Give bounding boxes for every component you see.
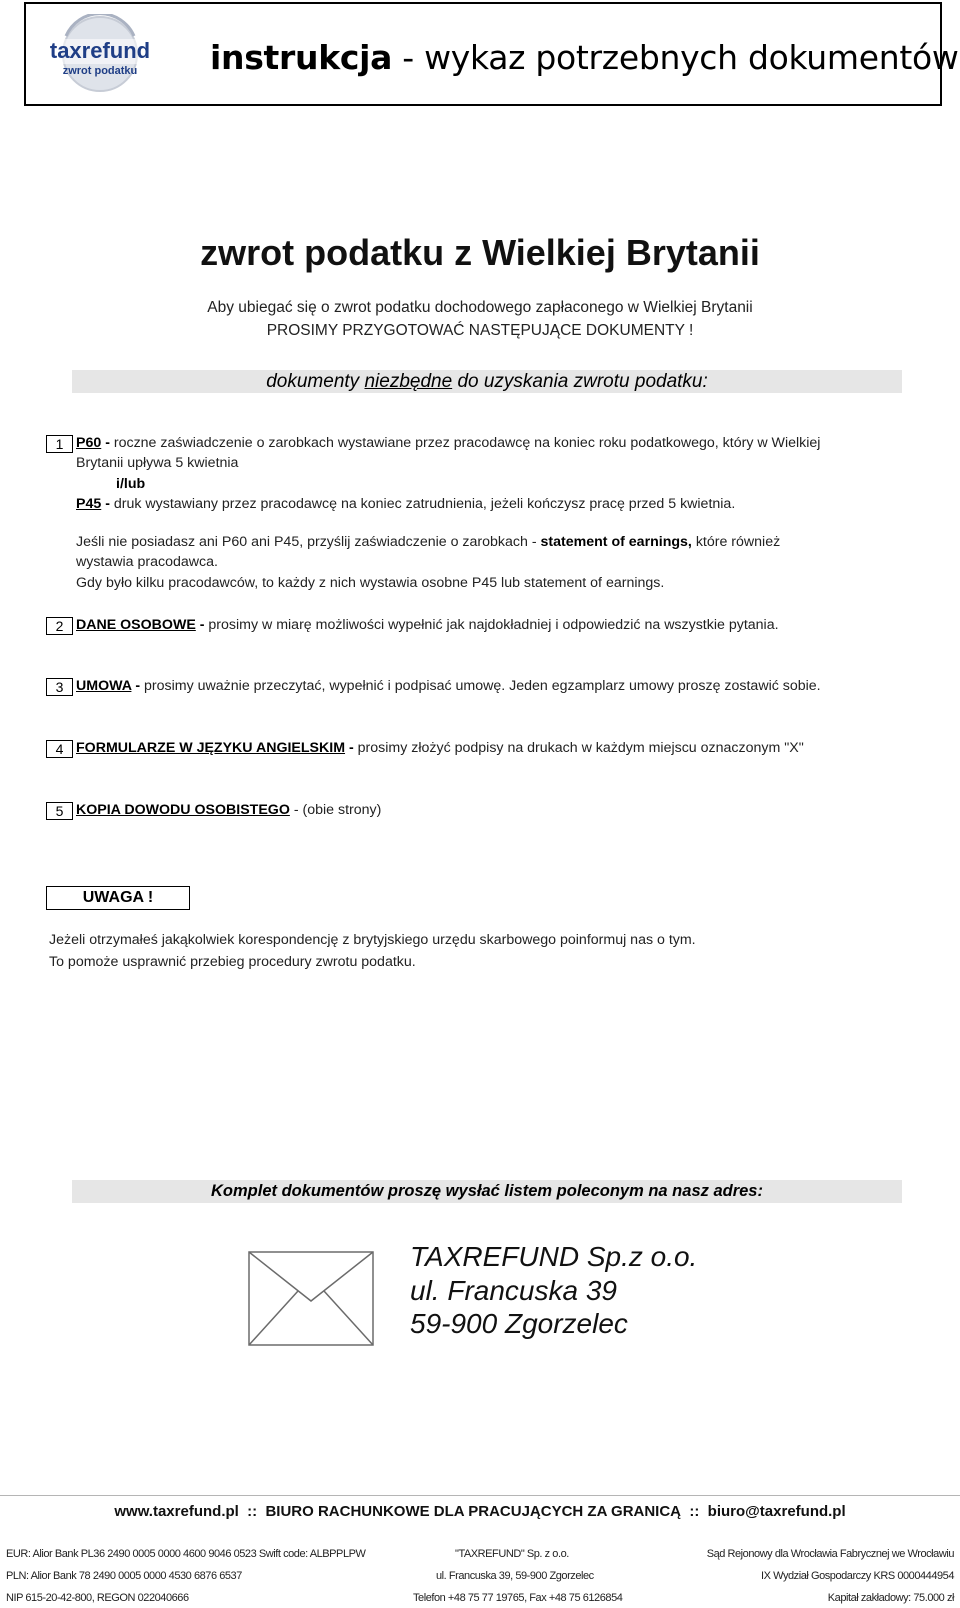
item-number-5: 5: [46, 802, 73, 820]
logo-tagline: zwrot podatku: [62, 65, 138, 77]
address-line-2: ul. Francuska 39: [410, 1275, 617, 1306]
item-2-text: DANE OSOBOWE - prosimy w miarę możliwości wypełnić jak najdokładniej i odpowiedzić na wszystkie pytania.: [76, 617, 779, 633]
item-number-1: 1: [46, 435, 73, 453]
footer-capital: Kapitał zakładowy: 75.000 zł: [827, 1592, 954, 1604]
uwaga-box: UWAGA !: [46, 886, 190, 910]
footer-bank-pln: PLN: Alior Bank 78 2490 0005 0000 4530 6876 6537: [6, 1570, 242, 1582]
uwaga-line-1: Jeżeli otrzymałeś jakąkolwiek korespondencję z brytyjskiego urzędu skarbowego poinformuj nas o tym.: [49, 932, 696, 948]
footer-divider: [0, 1495, 960, 1496]
p45-label: P45: [76, 496, 102, 512]
english-forms-label: FORMULARZE W JĘZYKU ANGIELSKIM: [76, 740, 346, 756]
id-copy-label: KOPIA DOWODU OSOBISTEGO: [76, 802, 290, 818]
footer-phone-fax: Telefon +48 75 77 19765, Fax +48 75 6126854: [413, 1592, 623, 1604]
footer-bank-eur: EUR: Alior Bank PL36 2490 0005 0000 4600 9046 0523 Swift code: ALBPPLPW: [6, 1548, 366, 1560]
item-4-text: FORMULARZE W JĘZYKU ANGIELSKIM - prosimy złożyć podpisy na drukach w każdym miejscu oznaczonym "X": [76, 740, 804, 756]
item-1-line-2: Brytanii upływa 5 kwietnia: [76, 455, 239, 471]
address-line-3: 59-900 Zgorzelec: [410, 1308, 628, 1339]
item-5-text: KOPIA DOWODU OSOBISTEGO - (obie strony): [76, 802, 382, 818]
logo-wordmark: taxrefund: [49, 38, 151, 63]
item-1-or: i/lub: [116, 476, 146, 492]
header-title-rest: - wykaz potrzebnych dokumentów: [392, 38, 959, 77]
intro-line-2: PROSIMY PRZYGOTOWAĆ NASTĘPUJĄCE DOKUMENTY !: [266, 322, 694, 339]
intro-line-1: Aby ubiegać się o zwrot podatku dochodowego zapłaconego w Wielkiej Brytanii: [207, 299, 753, 316]
uwaga-line-2: To pomoże usprawnić przebieg procedury zwrotu podatku.: [49, 954, 416, 970]
address-line-1: TAXREFUND Sp.z o.o.: [410, 1241, 698, 1272]
required-documents-heading: dokumenty niezbędne do uzyskania zwrotu podatku:: [72, 370, 902, 393]
header-title-bold: instrukcja: [210, 38, 393, 77]
footer-main-line: www.taxrefund.pl :: BIURO RACHUNKOWE DLA PRACUJĄCYCH ZA GRANICĄ :: biuro@taxrefund.pl: [114, 1503, 846, 1520]
statement-of-earnings: statement of earnings,: [540, 534, 692, 550]
page-title: zwrot podatku z Wielkiej Brytanii: [200, 232, 760, 273]
footer-company-address: ul. Francuska 39, 59-900 Zgorzelec: [436, 1570, 594, 1582]
header-box: [24, 2, 959, 106]
agreement-label: UMOWA: [76, 678, 132, 694]
envelope-icon: [248, 1251, 374, 1346]
p60-label: P60: [76, 435, 102, 451]
personal-data-label: DANE OSOBOWE: [76, 617, 196, 633]
item-number-3: 3: [46, 678, 73, 696]
taxrefund-logo: [44, 14, 156, 94]
item-1-note-3: Gdy było kilku pracodawców, to każdy z nich wystawia osobne P45 lub statement of earnings.: [76, 575, 665, 591]
header-title: [210, 38, 959, 77]
send-instructions-bar: Komplet dokumentów proszę wysłać listem poleconym na nasz adres:: [72, 1180, 902, 1203]
item-1-note-2: wystawia pracodawca.: [76, 554, 218, 570]
item-1-line-1: P60 - roczne zaświadczenie o zarobkach wystawiane przez pracodawcę na koniec roku podatkowego, który w Wielkiej: [76, 435, 821, 451]
item-1-line-3: P45 - druk wystawiany przez pracodawcę na koniec zatrudnienia, jeżeli kończysz pracę przed 5 kwietnia.: [76, 496, 736, 512]
item-number-4: 4: [46, 740, 73, 758]
footer-krs: IX Wydział Gospodarczy KRS 0000444954: [761, 1570, 954, 1582]
footer-company: "TAXREFUND" Sp. z o.o.: [455, 1548, 569, 1560]
footer-court: Sąd Rejonowy dla Wrocławia Fabrycznej we Wrocławiu: [706, 1548, 954, 1560]
item-1-note-1: Jeśli nie posiadasz ani P60 ani P45, przyślij zaświadczenie o zarobkach - statement of earnings, które również: [76, 534, 781, 550]
required-underlined: niezbędne: [364, 371, 453, 392]
footer-nip-regon: NIP 615-20-42-800, REGON 022040666: [6, 1592, 189, 1604]
item-number-2: 2: [46, 617, 73, 635]
item-3-text: UMOWA - prosimy uważnie przeczytać, wypełnić i podpisać umowę. Jeden egzamplarz umowy proszę zostawić sobie.: [76, 678, 821, 694]
